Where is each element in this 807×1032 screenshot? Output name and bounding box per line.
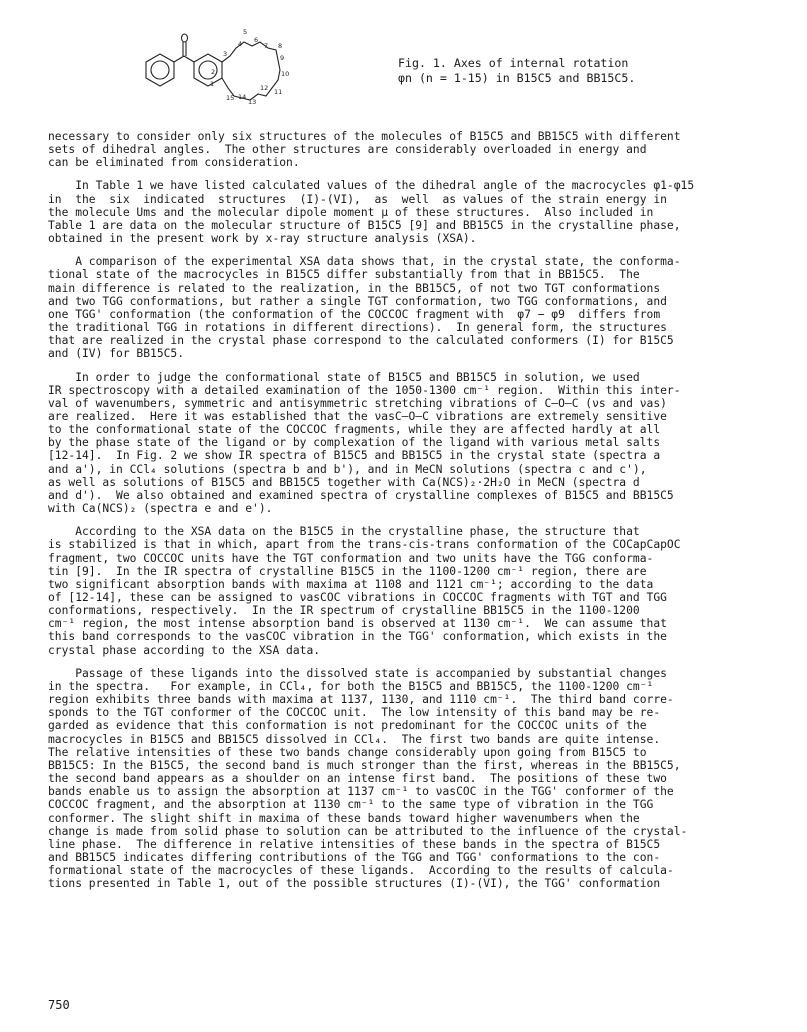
text-line: as well as solutions of B15C5 and BB15C5 together with Ca(NCS)₂·2H₂O in MeCN (spectra d: [48, 475, 640, 489]
text-line: val of wavenumbers, symmetric and antisymmetric stretching vibrations of C—O—C (νs and νas): [48, 396, 667, 410]
text-line: is stabilized is that in which, apart from the trans-cis-trans conformation of the COCapCapOC: [48, 538, 681, 552]
text-line: fragment, two COCCOC units have the TGT conformation and two units have the TGG conforma-: [48, 551, 654, 565]
figure-caption: [398, 56, 758, 86]
text-line: COCCOC fragment, and the absorption at 1130 cm⁻¹ to the same type of vibration in the TGG: [48, 798, 654, 812]
atom-label-10: 10: [281, 70, 290, 78]
atom-label-11: 11: [274, 88, 283, 96]
text-line: one TGG' conformation (the conformation of the COCCOC fragment with φ7 − φ9 differs from: [48, 307, 661, 321]
text-line: Table 1 are data on the molecular structure of B15C5 [9] and BB15C5 in the crystalline phase,: [48, 218, 681, 232]
atom-label-14: 14: [238, 93, 247, 101]
text-line: the traditional TGG in rotations in different directions). In general form, the structures: [48, 321, 667, 335]
text-line: The relative intensities of these two bands change considerably upon going from B15C5 to: [48, 745, 647, 759]
atom-label-3: 3: [223, 50, 228, 58]
text-line: and BB15C5 indicates differing contributions of the TGG and TGG' conformations to the con-: [48, 850, 661, 864]
text-line: and (IV) for BB15C5.: [48, 347, 185, 361]
text-line: line phase. The difference in relative intensities of these bands in the spectra of B15C5: [48, 837, 661, 851]
atom-label-12: 12: [260, 84, 269, 92]
text-line: garded as evidence that this conformation is not predominant for the COCCOC units of the: [48, 719, 647, 733]
text-line: in the six indicated structures (I)-(VI), as well as values of the strain energy in: [48, 192, 667, 206]
text-line: and two TGG conformations, but rather a single TGT conformation, two TGG conformations, and: [48, 294, 667, 308]
atom-label-7: 7: [264, 42, 269, 50]
text-line: A comparison of the experimental XSA data shows that, in the crystal state, the conforma-: [48, 255, 681, 269]
text-line: In Table 1 we have listed calculated values of the dihedral angle of the macrocycles φ1-φ15: [48, 179, 695, 193]
text-line: formational state of the macrocycles of these ligands. According to the results of calcula-: [48, 864, 674, 878]
text-line: necessary to consider only six structures of the molecules of B15C5 and BB15C5 with different: [48, 130, 681, 143]
paragraph: [48, 667, 770, 891]
bb15c5-structure-drawing: [120, 18, 340, 118]
atom-label-15: 15: [226, 94, 235, 102]
text-line: and d'). We also obtained and examined spectra of crystalline complexes of B15C5 and BB15C5: [48, 488, 674, 502]
text-line: tional state of the macrocycles in B15C5 differ substantially from that in BB15C5. The: [48, 268, 640, 282]
text-line: and a'), in CCl₄ solutions (spectra b and b'), and in MeCN solutions (spectra c and c'),: [48, 462, 647, 476]
text-line: in the spectra. For example, in CCl₄, for both the B15C5 and BB15C5, the 1100-1200 cm⁻¹: [48, 679, 654, 693]
text-line: with Ca(NCS)₂ (spectra e and e').: [48, 502, 273, 516]
text-line: by the phase state of the ligand or by complexation of the ligand with various metal salts: [48, 436, 661, 450]
text-line: region exhibits three bands with maxima at 1137, 1130, and 1110 cm⁻¹. The third band corre-: [48, 693, 674, 707]
text-line: two significant absorption bands with maxima at 1108 and 1121 cm⁻¹; according to the data: [48, 577, 654, 591]
body-text: [48, 130, 770, 900]
text-line: the second band appears as a shoulder on an intense first band. The positions of these two: [48, 772, 667, 786]
paragraph: [48, 525, 770, 657]
text-line: are realized. Here it was established that the νasC—O—C vibrations are extremely sensitive: [48, 409, 667, 423]
page-number: 750: [48, 998, 70, 1012]
text-line: can be eliminated from consideration.: [48, 156, 300, 170]
text-line: [12-14]. In Fig. 2 we show IR spectra of B15C5 and BB15C5 in the crystal state (spectra a: [48, 449, 661, 463]
text-line: bands enable us to assign the absorption at 1137 cm⁻¹ to νasCOC in the TGG' conformer of the: [48, 785, 674, 799]
atom-label-6: 6: [254, 36, 259, 44]
text-line: BB15C5: In the B15C5, the second band is much stronger than the first, whereas in the BB15C5,: [48, 758, 681, 772]
text-line: According to the XSA data on the B15C5 in the crystalline phase, the structure that: [48, 525, 640, 539]
atom-label-1: 1: [210, 80, 215, 88]
text-line: IR spectroscopy with a detailed examination of the 1050-1300 cm⁻¹ region. Within this inter-: [48, 383, 681, 397]
text-line: the molecule Ums and the molecular dipole moment μ of these structures. Also included in: [48, 205, 654, 219]
caption-line: φn (n = 1-15) in B15C5 and BB15C5.: [398, 71, 636, 85]
atom-label-9: 9: [280, 54, 285, 62]
paragraph: [48, 371, 770, 516]
text-line: change is made from solid phase to solution can be attributed to the influence of the crystal-: [48, 824, 688, 838]
text-line: that are realized in the crystal phase correspond to the calculated conformers (I) for B15C5: [48, 334, 674, 348]
atom-label-13: 13: [248, 98, 257, 106]
text-line: obtained in the present work by x-ray structure analysis (XSA).: [48, 232, 477, 246]
text-line: macrocycles in B15C5 and BB15C5 dissolved in CCl₄. The first two bands are quite intense.: [48, 732, 661, 746]
text-line: conformer. The slight shift in maxima of these bands toward higher wavenumbers when the: [48, 811, 640, 825]
paragraph: [48, 179, 770, 245]
text-line: tions presented in Table 1, out of the possible structures (I)-(VI), the TGG' conformation: [48, 877, 661, 891]
text-line: to the conformational state of the COCCOC fragments, while they are affected hardly at all: [48, 423, 661, 437]
atom-label-4: 4: [238, 40, 243, 48]
molecule-structure-figure: [120, 18, 340, 118]
text-line: conformations, respectively. In the IR spectrum of crystalline BB15C5 in the 1100-1200: [48, 604, 640, 618]
text-line: main difference is related to the realization, in the BB15C5, of not two TGT conformations: [48, 281, 661, 295]
text-line: In order to judge the conformational state of B15C5 and BB15C5 in solution, we used: [48, 370, 640, 384]
text-line: crystal phase according to the XSA data.: [48, 643, 321, 657]
atom-label-8: 8: [278, 42, 283, 50]
paragraph: [48, 255, 770, 360]
text-line: sponds to the TGT conformer of the COCCOC unit. The low intensity of this band may be re-: [48, 706, 661, 720]
atom-label-5: 5: [243, 28, 248, 36]
text-line: Passage of these ligands into the dissolved state is accompanied by substantial changes: [48, 666, 667, 680]
text-line: of [12-14], these can be assigned to νasCOC vibrations in COCCOC fragments with TGT and TGG: [48, 591, 667, 604]
text-line: sets of dihedral angles. The other structures are considerably overloaded in energy and: [48, 143, 647, 157]
text-line: tin [9]. In the IR spectra of crystalline B15C5 in the 1100-1200 cm⁻¹ region, there are: [48, 564, 647, 578]
text-line: this band corresponds to the νasCOC vibration in the TGG' conformation, which exists in the: [48, 630, 667, 644]
atom-label-2: 2: [211, 68, 216, 76]
caption-line: Fig. 1. Axes of internal rotation: [398, 56, 629, 70]
text-line: cm⁻¹ region, the most intense absorption band is observed at 1130 cm⁻¹. We can assume that: [48, 617, 667, 631]
paragraph: [48, 130, 770, 169]
